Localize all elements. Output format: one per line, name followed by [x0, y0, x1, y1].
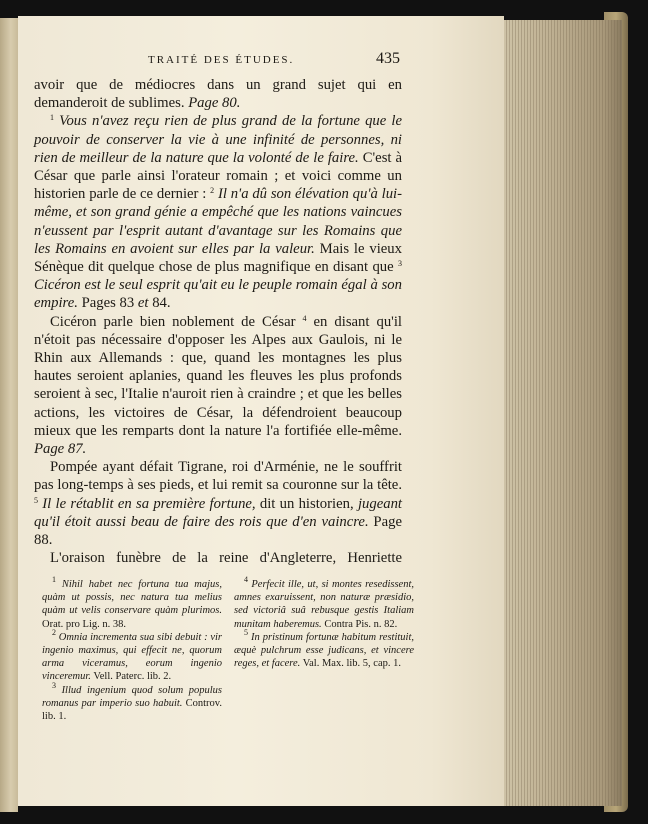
footnote-number: 4	[244, 575, 248, 584]
footnote-latin: Omnia incrementa sua sibi debuit : vir ingenio maximus, qui effecit ne, quorum arma viceramus, eorum ingenio vinceremur.	[42, 631, 223, 683]
footnote-number: 3	[52, 680, 56, 690]
page-header	[18, 50, 504, 74]
main-text	[34, 76, 402, 567]
text-run: L'oraison funèbre de la reine d'Angleterre, Henriette	[50, 550, 402, 567]
footnote-number: 1	[52, 575, 56, 584]
footnote-marker: 3	[398, 259, 402, 269]
previous-page-edge	[0, 18, 18, 812]
footnotes-right-column	[234, 575, 414, 723]
footnote-source: Controv. lib. 1.	[42, 697, 222, 723]
text-run: Pages 83	[77, 295, 138, 312]
page-reference: Page 80.	[188, 95, 241, 112]
footnote-latin: Nihil habet nec fortuna tua majus, quàm ut possis, nec natura tua melius quàm ut velis conservare quàm plurimos.	[42, 579, 223, 617]
paragraph-4	[34, 458, 402, 549]
quotation: Vous n'avez reçu rien de plus grand de la fortune que le pouvoir de conserver la vie à une infinité de personnes, ni rien de meilleur de la nature que la volonté de le faire.	[34, 113, 402, 166]
page-block-edges	[500, 20, 622, 806]
footnote-latin: Illud ingenium quod solum populus romanus par imperio suo habuit.	[42, 684, 223, 709]
footnote-3	[42, 680, 223, 724]
footnote-source: Val. Max. lib. 5, cap. 1.	[300, 658, 401, 670]
paragraph-1-text: avoir que de médiocres dans un grand sujet qui en demanderoit de sublimes.	[34, 77, 402, 112]
quotation: Cicéron est le seul esprit qu'ait eu le peuple romain égal à son empire.	[34, 277, 402, 312]
running-title: TRAITÉ DES ÉTUDES.	[148, 54, 295, 66]
page-reference: Page 87.	[34, 441, 87, 458]
paragraph-5	[34, 549, 402, 567]
footnote-1	[42, 575, 223, 631]
text-run: C'est à César que parle ainsi l'orateur romain ; et voici comme un historien parle de ce dernier :	[34, 149, 403, 203]
text-run: Cicéron parle bien noblement de César	[50, 313, 303, 330]
footnote-5	[234, 627, 414, 671]
text-run: dit un historien,	[255, 495, 358, 512]
quotation: jugeant qu'il étoit aussi beau de faire des rois que d'en vaincre.	[34, 495, 402, 530]
page-number: 435	[376, 50, 400, 67]
footnote-source: Vell. Paterc. lib. 2.	[90, 671, 172, 683]
footnote-4	[234, 575, 414, 631]
footnote-marker: 2	[210, 186, 215, 196]
footnote-2	[42, 627, 223, 684]
paragraph-3	[34, 313, 402, 459]
footnotes-left-column	[42, 575, 223, 723]
text-run-italic: et	[137, 295, 149, 312]
footnote-source: Orat. pro Lig. n. 38.	[42, 618, 126, 630]
footnote-latin: In pristinum fortunæ habitum restituit, æquè pulchrum esse judicans, et vincere reges, et facere.	[234, 631, 414, 670]
footnote-number: 2	[52, 627, 56, 637]
footnote-source: Contra Pis. n. 82.	[321, 618, 398, 630]
text-run: Pompée ayant défait Tigrane, roi d'Arménie, ne le souffrit pas long-temps à ses pieds, et lui remit sa couronne sur la tête.	[34, 459, 402, 494]
text-run: en disant qu'il n'étoit pas nécessaire d'opposer les Alpes aux Gaulois, ni le Rhin aux Allemands : que, quand les montagnes les plus hautes seroient aplanies, quand les fleuves les plus profonds seroient à sec, l'Italie n'auroit rien à craindre ; et que les belles actions, les victoires de César, la défendroient beaucoup mieux que les remparts dont la nature l'a fortifiée elle-même.	[34, 313, 402, 439]
footnote-marker: 4	[302, 313, 307, 323]
book-page	[18, 16, 504, 806]
footnotes	[42, 575, 414, 723]
paragraph-2	[34, 112, 402, 312]
paragraph-1	[34, 76, 402, 112]
footnote-marker: 1	[50, 113, 54, 123]
footnote-number: 5	[244, 627, 248, 637]
quotation: Il n'a dû son élévation qu'à lui-même, et son grand génie a empêché que les nations vaincues n'eussent par l'esprit autant d'avantage sur les Romains que les Romains en avoient sur elles par la valeur.	[34, 186, 403, 257]
footnote-marker: 5	[34, 495, 38, 505]
text-run: Page 88.	[34, 513, 402, 549]
footnote-latin: Perfecit ille, ut, si montes resedissent, amnes exaruissent, non naturæ præsidio, sed victoriâ suâ rebusque gestis Italiam munitam haberemus.	[234, 579, 414, 630]
text-run: 84.	[148, 295, 171, 312]
quotation: Il le rétablit en sa première fortune,	[38, 495, 256, 512]
text-run: Mais le vieux Sénèque dit quelque chose de plus magnifique en disant que	[34, 240, 402, 276]
